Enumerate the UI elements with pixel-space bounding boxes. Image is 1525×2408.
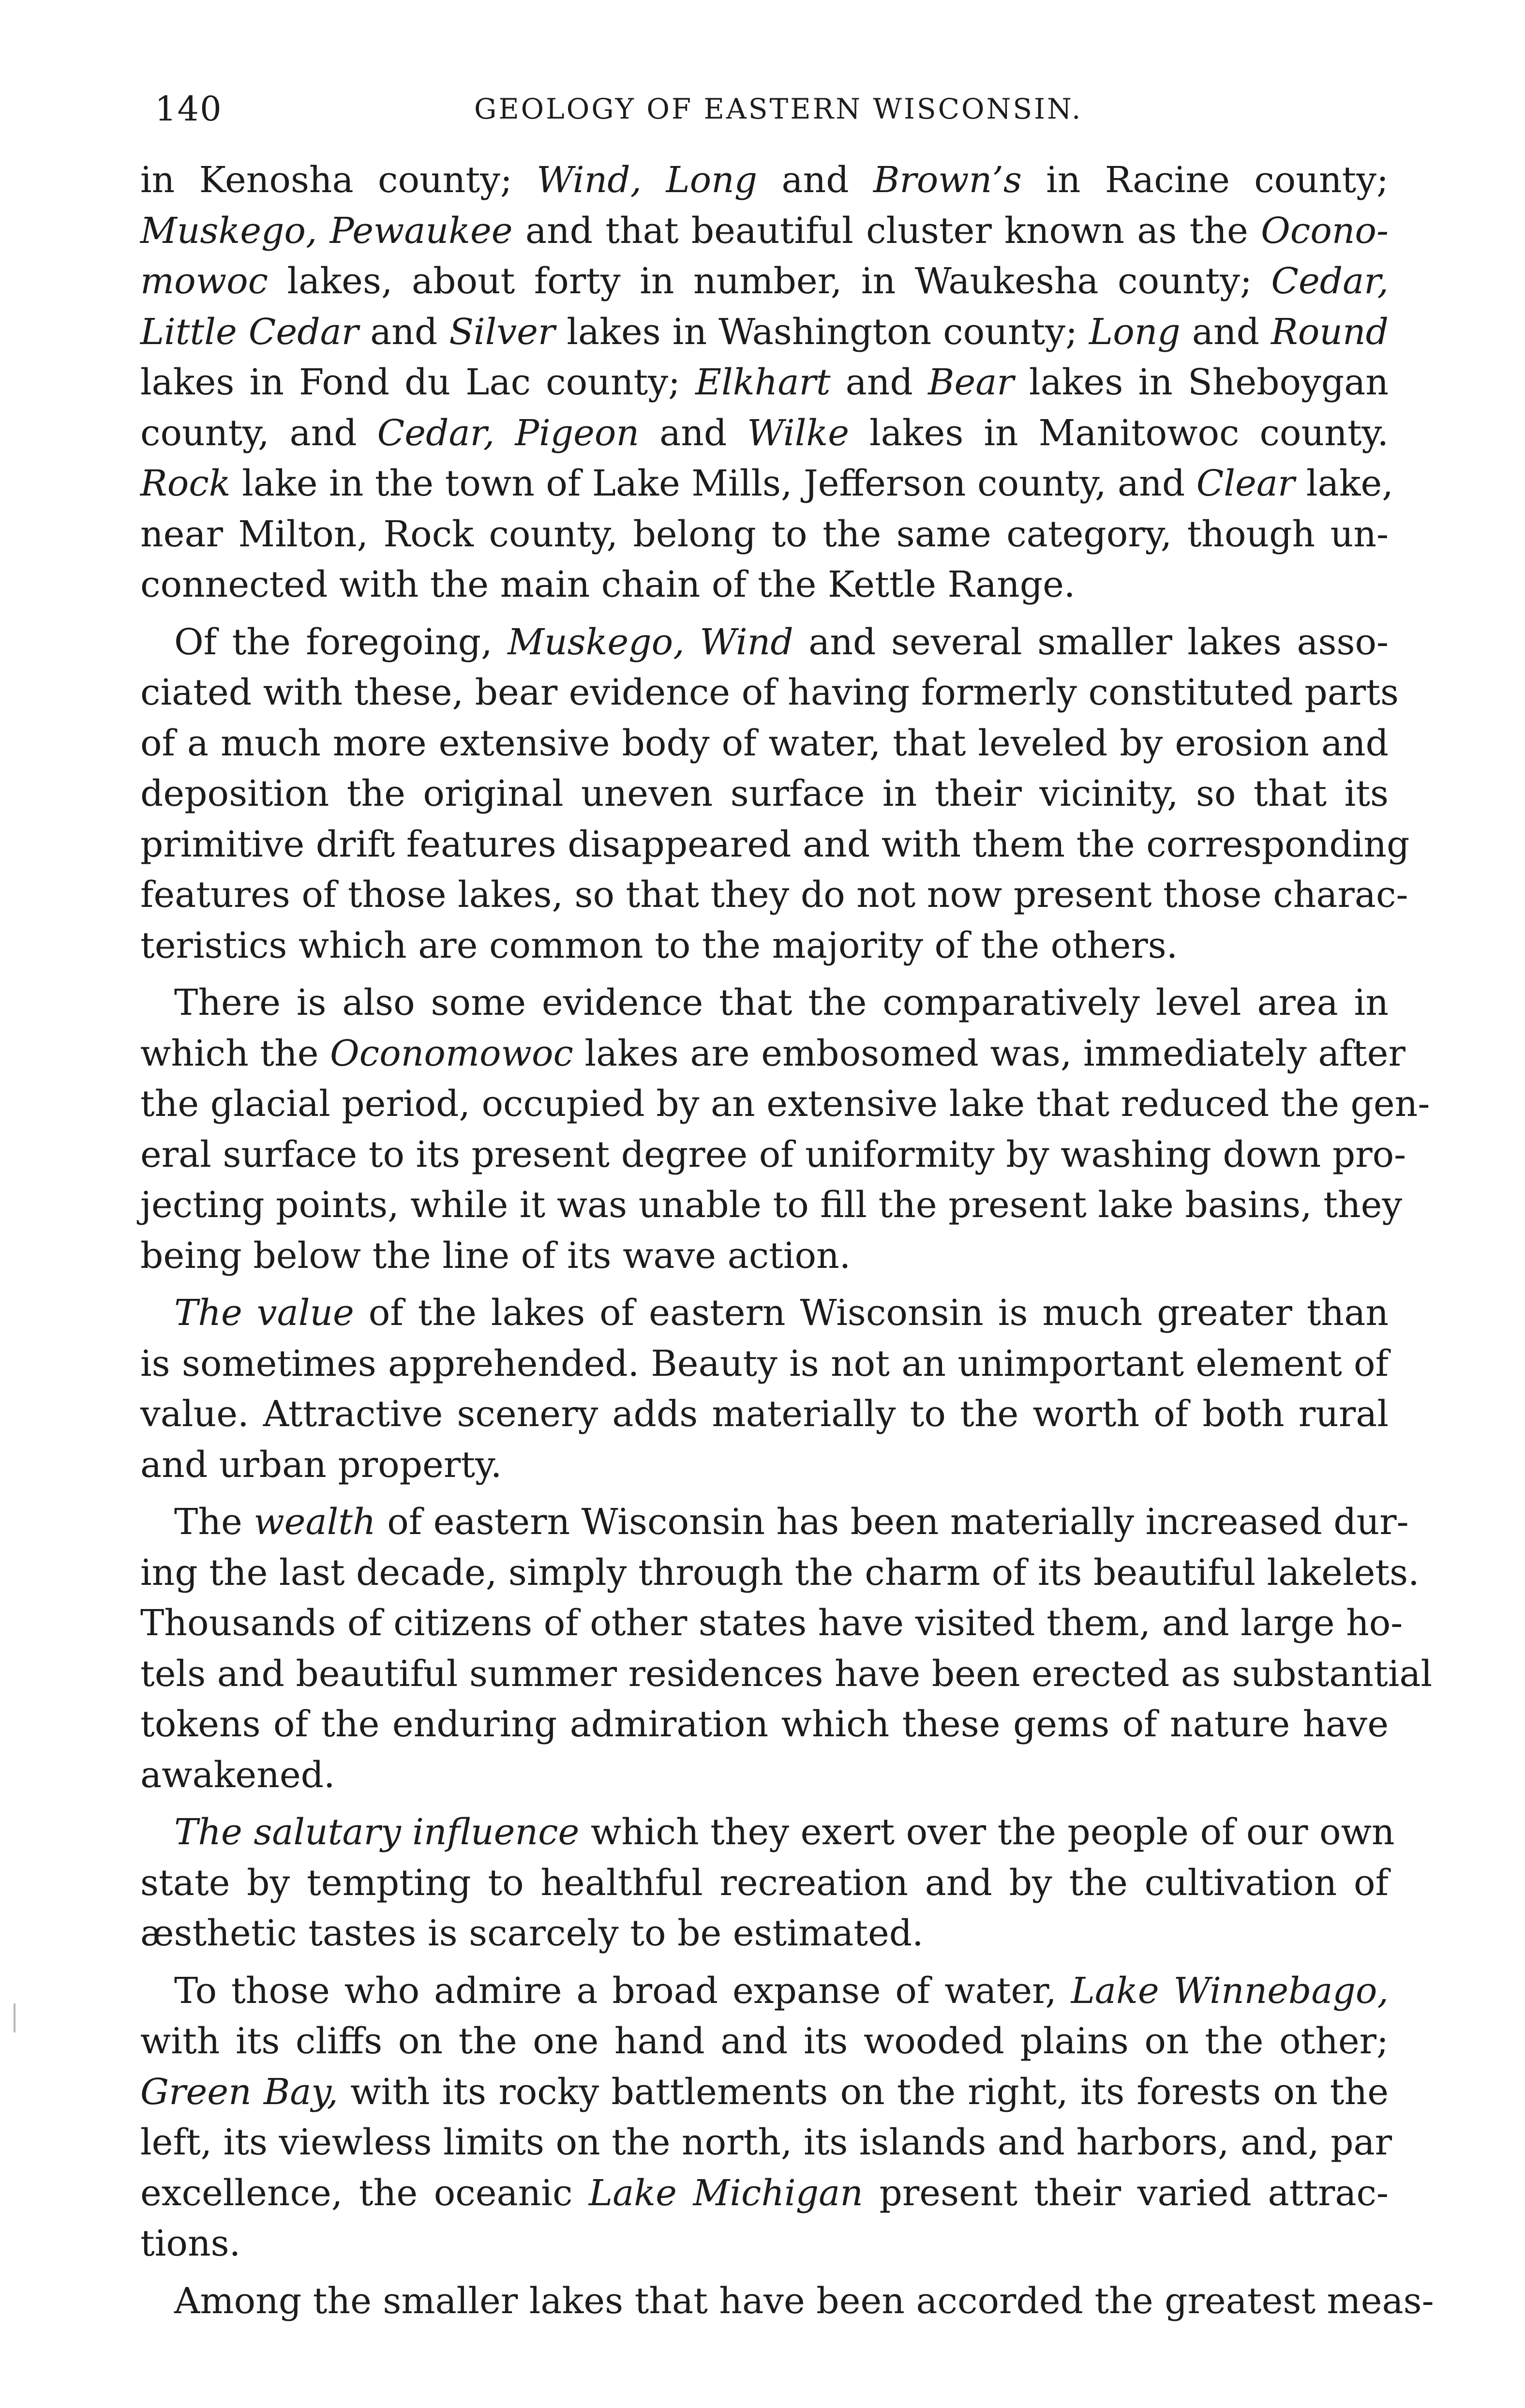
text-run: and that beautiful cluster known as the [512,210,1261,252]
italic-term: Cedar, [377,412,495,454]
italic-term: Pigeon [515,412,640,454]
text-run: eral surface to its present degree of uniformity by washing down pro- [140,1133,1406,1175]
body-text [140,155,1434,2326]
text-line [140,819,1410,870]
text-run: lakes, about forty in number, in Waukesha county; [268,260,1271,302]
text-line [140,256,1389,307]
text-line [140,307,1389,358]
text-line [140,2218,1389,2269]
text-run [642,159,666,201]
text-run [685,621,700,663]
text-run: ciated with these, bear evidence of having formerly constituted parts [140,672,1399,713]
italic-term: Brown’s [873,159,1022,201]
running-title: GEOLOGY OF EASTERN WISCONSIN. [474,92,1083,125]
text-run: and [1180,311,1271,353]
text-run: the glacial period, occupied by an extensive lake that reduced the gen- [140,1083,1430,1125]
text-line [140,1699,1389,1750]
text-run: in Kenosha county; [140,159,537,201]
italic-term: Rock [140,463,231,504]
text-line [140,1288,1389,1339]
text-run: æsthetic tastes is scarcely to be estimated. [140,1912,924,1954]
text-run: of a much more extensive body of water, that leveled by erosion and [140,722,1389,764]
text-line [140,206,1389,256]
italic-term: Wind, [537,159,642,201]
text-run: being below the line of its wave action. [140,1234,851,1277]
text-run: of eastern Wisconsin has been materially increased dur- [375,1501,1409,1543]
text-run: lakes in Fond du Lac county; [140,361,696,403]
text-run: with its rocky battlements on the right, its forests on the [338,2071,1389,2113]
italic-term: Lake Michigan [589,2172,863,2214]
italic-term: mowoc [140,260,269,302]
text-line [140,920,1389,971]
italic-term: Wind [700,621,793,663]
text-line [140,1440,1389,1490]
text-line [140,1339,1389,1389]
text-line [140,1389,1389,1440]
text-line [140,1548,1420,1598]
italic-term: Long [1089,311,1181,353]
text-line [140,2067,1389,2118]
text-run: which they exert over the people of our own [579,1811,1395,1853]
text-line [140,1966,1389,2017]
text-run: Thousands of citizens of other states have visited them, and large ho- [140,1602,1403,1644]
italic-term: Long [666,159,758,201]
text-run: connected with the main chain of the Kettle Range. [140,564,1076,605]
text-run: and [359,311,449,353]
italic-term: Oconomowoc [330,1032,573,1074]
text-line [140,2016,1389,2067]
italic-term: Little Cedar [140,311,359,353]
text-run: lakes in Washington county; [555,311,1090,353]
text-run [494,412,515,454]
text-run: excellence, the oceanic [140,2172,589,2214]
text-run: features of those lakes, so that they do not now present those charac- [140,874,1408,916]
text-run: primitive drift features disappeared and with them the corresponding [140,823,1410,865]
text-line [140,617,1389,668]
text-run: ing the last decade, simply through the charm of its beautiful lakelets. [140,1551,1420,1594]
text-line [140,1807,1395,1858]
text-run: value. Attractive scenery adds materially to the worth of both rural [140,1393,1389,1435]
text-run: which the [140,1032,330,1074]
text-run: is sometimes apprehended. Beauty is not an unimportant element of [140,1342,1389,1385]
text-run: Among the smaller lakes that have been accorded the greatest meas- [174,2280,1434,2322]
italic-term: Wilke [747,412,849,454]
text-run: jecting points, while it was unable to fill the present lake basins, they [140,1184,1403,1226]
italic-term: The salutary influence [174,1811,580,1853]
italic-term: Silver [449,311,555,353]
text-run: near Milton, Rock county, belong to the same category, though un- [140,513,1389,555]
text-line [140,1129,1406,1180]
italic-term: Elkhart [695,361,831,403]
text-run: To those who admire a broad expanse of water, [174,1970,1071,2012]
text-line [140,2117,1392,2168]
text-run: lakes are embosomed was, immediately after [573,1032,1405,1074]
text-run: county, and [140,412,377,454]
text-run: teristics which are common to the majority of the others. [140,924,1178,966]
running-head [155,82,1393,135]
italic-term: Ocono- [1261,210,1389,252]
text-run: Of the foregoing, [174,621,508,663]
text-run: state by tempting to healthful recreation and by the cultivation of [140,1862,1389,1904]
italic-term: wealth [254,1501,376,1543]
text-line [140,1079,1430,1129]
text-run: There is also some evidence that the comparatively level area in [174,982,1389,1023]
text-run: awakened. [140,1754,335,1796]
text-line [140,1497,1409,1548]
text-line [140,870,1408,920]
text-run: in Racine county; [1021,159,1389,201]
text-line [140,1908,1389,1959]
italic-term: Green Bay, [140,2071,338,2113]
text-line [140,559,1389,610]
text-run: and [639,412,748,454]
text-line [140,667,1399,718]
text-line [140,155,1389,206]
text-run: lake, [1295,463,1393,504]
text-run: and [757,159,873,201]
text-line [140,1649,1433,1700]
text-run: lakes in Sheboygan [1014,361,1389,403]
page-number: 140 [155,89,223,129]
italic-term: Pewaukee [329,210,513,252]
italic-term: Muskego, [508,621,685,663]
text-run [317,210,329,252]
text-line [140,509,1389,560]
italic-term: Bear [928,361,1014,403]
text-line [140,357,1389,408]
text-run: and several smaller lakes asso- [793,621,1389,663]
text-run: present their varied attrac- [863,2172,1389,2214]
margin-mark [14,2003,15,2032]
text-line [140,1231,1389,1281]
text-run: tokens of the enduring admiration which these gems of nature have [140,1703,1389,1745]
text-line [140,1858,1389,1909]
text-line [140,2168,1389,2219]
text-line [140,1598,1403,1649]
text-line [140,718,1389,769]
text-line [140,1750,1389,1801]
text-run: The [174,1501,254,1543]
text-block [140,155,1434,2326]
text-line [140,1180,1403,1231]
text-run: tels and beautiful summer residences have been erected as substantial [140,1653,1433,1695]
text-run: tions. [140,2223,241,2264]
text-run: deposition the original uneven surface in their vicinity, so that its [140,773,1389,814]
text-run: lake in the town of Lake Mills, Jefferson county, and [230,463,1196,504]
text-line [140,408,1389,459]
text-line [140,1028,1405,1079]
text-run: left, its viewless limits on the north, its islands and harbors, and, par [140,2122,1392,2163]
text-run: of the lakes of eastern Wisconsin is much greater than [354,1292,1389,1334]
text-line [140,2276,1434,2327]
text-run: lakes in Manitowoc county. [849,412,1389,454]
italic-term: Clear [1196,463,1295,504]
text-run: with its cliffs on the one hand and its wooded plains on the other; [140,2020,1389,2062]
italic-term: Cedar, [1271,260,1389,302]
text-line [140,458,1393,509]
text-run: and urban property. [140,1444,502,1486]
italic-term: Muskego, [140,210,317,252]
text-run: and [830,361,928,403]
italic-term: The value [174,1292,354,1334]
italic-term: Lake Winnebago, [1071,1970,1389,2012]
italic-term: Round [1271,311,1389,353]
text-line [140,978,1389,1028]
text-line [140,768,1389,819]
